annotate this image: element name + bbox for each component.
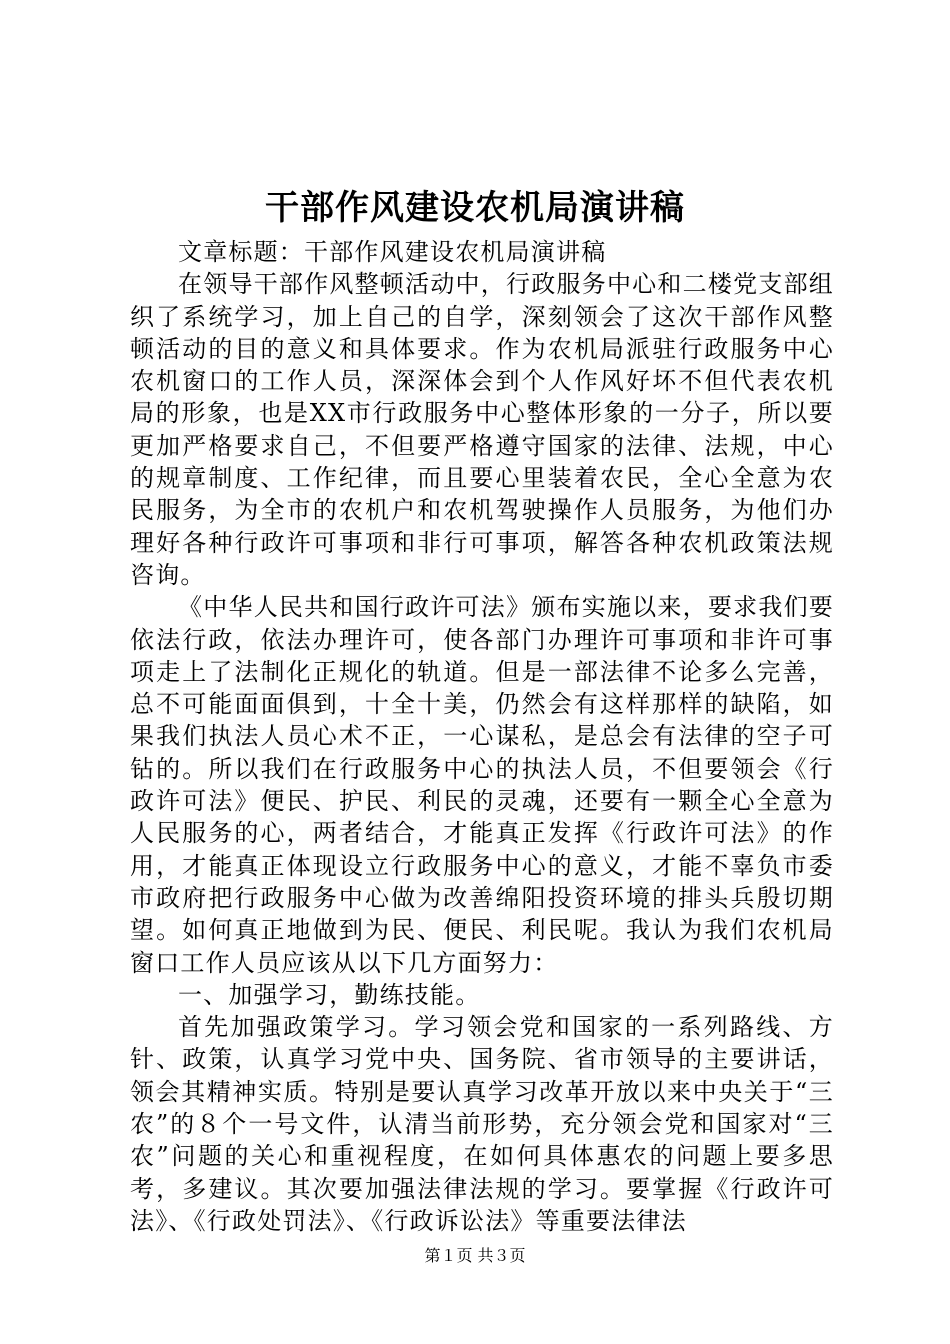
article-title-line: 文章标题：干部作风建设农机局演讲稿	[178, 238, 607, 266]
section-heading: 一、加强学习，勤练技能。	[178, 980, 481, 1009]
document-body	[130, 236, 834, 1237]
document-title: 干部作风建设农机局演讲稿	[265, 188, 685, 228]
body-paragraph: 《中华人民共和国行政许可法》颁布实施以来，要求我们要依法行政，依法办理许可，使各部门办理许可事项和非许可事项走上了法制化正规化的轨道。但是一部法律不论多么完善，总不可能面面俱到，十全十美，仍然会有这样那样的缺陷，如果我们执法人员心术不正，一心谋私，是总会有法律的空子可钻的。所以我们在行政服务中心的执法人员，不但要领会《行政许可法》便民、护民、利民的灵魂，还要有一颗全心全意为人民服务的心，两者结合，才能真正发挥《行政许可法》的作用，才能真正体现设立行政服务中心的意义，才能不辜负市委市政府把行政服务中心做为改善绵阳投资环境的排头兵殷切期望。如何真正地做到为民、便民、利民呢。我认为我们农机局窗口工作人员应该从以下几方面努力：	[130, 593, 834, 977]
body-paragraph: 首先加强政策学习。学习领会党和国家的一系列路线、方针、政策，认真学习党中央、国务院、省市领导的主要讲话，领会其精神实质。特别是要认真学习改革开放以来中央关于“三农”的８个一号文件，认清当前形势，充分领会党和国家对“三农”问题的关心和重视程度，在如何具体惠农的问题上要多思考，多建议。其次要加强法律法规的学习。要掌握《行政许可法》、《行政处罚法》、《行政诉讼法》等重要法律法	[130, 1013, 834, 1235]
body-paragraph: 在领导干部作风整顿活动中，行政服务中心和二楼党支部组织了系统学习，加上自己的自学，深刻领会了这次干部作风整顿活动的目的意义和具体要求。作为农机局派驻行政服务中心农机窗口的工作人员，深深体会到个人作风好坏不但代表农机局的形象，也是XX市行政服务中心整体形象的一分子，所以要更加严格要求自己，不但要严格遵守国家的法律、法规，中心的规章制度、工作纪律，而且要心里装着农民，全心全意为农民服务，为全市的农机户和农机驾驶操作人员服务，为他们办理好各种行政许可事项和非行可事项，解答各种农机政策法规咨询。	[130, 270, 834, 589]
page-footer: 第１页 共３页	[424, 1246, 526, 1265]
